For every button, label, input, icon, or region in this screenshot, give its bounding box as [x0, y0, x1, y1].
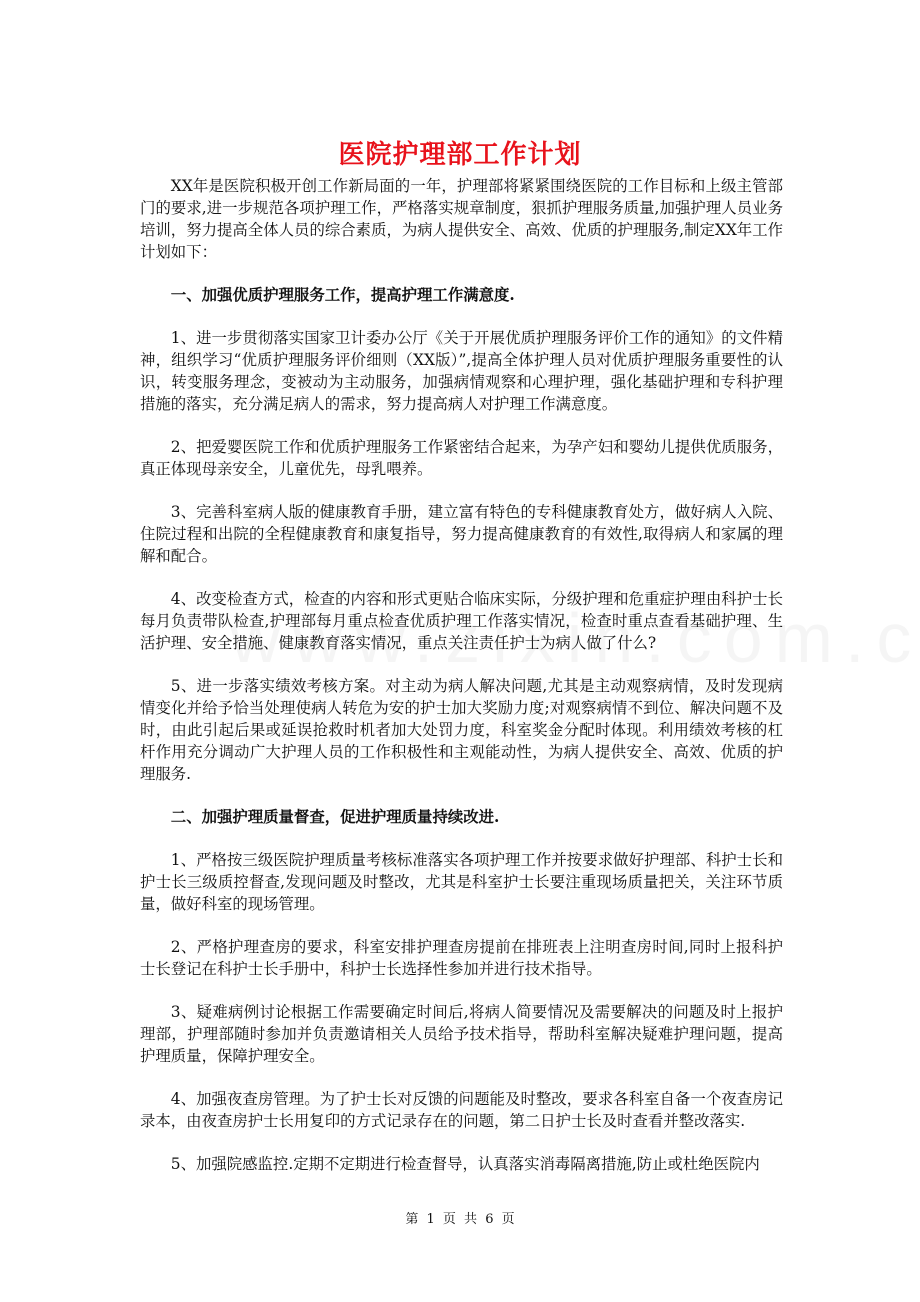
- paragraph: 2、把爱婴医院工作和优质护理服务工作紧密结合起来，为孕产妇和婴幼儿提供优质服务，真正体现母亲安全，儿童优先，母乳喂养。: [140, 438, 783, 478]
- section-heading-2: 二、加强护理质量督查，促进护理质量持续改进.: [170, 808, 500, 826]
- paragraph: 5、加强院感监控.定期不定期进行检查督导，认真落实消毒隔离措施,防止或杜绝医院内: [170, 1155, 760, 1173]
- paragraph: 2、严格护理查房的要求，科室安排护理查房提前在排班表上注明查房时间,同时上报科护士长登记在科护士长手册中，科护士长选择性参加并进行技术指导。: [140, 938, 783, 978]
- page-number-footer: 第 1 页 共 6 页: [405, 1212, 515, 1227]
- paragraph: 4、改变检查方式，检查的内容和形式更贴合临床实际，分级护理和危重症护理由科护士长每月负责带队检查,护理部每月重点检查优质护理工作落实情况，检查时重点查看基础护理、生活护理、安全措施、健康教育落实情况，重点关注责任护士为病人做了什么?: [140, 590, 783, 652]
- paragraph: 1、严格按三级医院护理质量考核标准落实各项护理工作并按要求做好护理部、科护士长和护士长三级质控督查,发现问题及时整改，尤其是科室护士长要注重现场质量把关，关注环节质量，做好科室的现场管理。: [140, 851, 783, 913]
- section-heading-1: 一、加强优质护理服务工作，提高护理工作满意度.: [170, 286, 515, 304]
- intro-paragraph: XX年是医院积极开创工作新局面的一年，护理部将紧紧围绕医院的工作目标和上级主管部门的要求,进一步规范各项护理工作，严格落实规章制度，狠抓护理服务质量,加强护理人员业务培训，努力提高全体人员的综合素质，为病人提供安全、高效、优质的护理服务,制定XX年工作计划如下：: [140, 177, 783, 261]
- paragraph: 5、进一步落实绩效考核方案。对主动为病人解决问题,尤其是主动观察病情，及时发现病情变化并给予恰当处理使病人转危为安的护士加大奖励力度;对观察病情不到位、解决问题不及时，由此引起后果或延误抢救时机者加大处罚力度，科室奖金分配时体现。利用绩效考核的杠杆作用充分调动广大护理人员的工作积极性和主观能动性，为病人提供安全、高效、优质的护理服务.: [140, 677, 783, 783]
- paragraph: 4、加强夜查房管理。为了护士长对反馈的问题能及时整改，要求各科室自备一个夜查房记录本，由夜查房护士长用复印的方式记录存在的问题，第二日护士长及时查看并整改落实.: [140, 1090, 783, 1130]
- document-body: [140, 175, 783, 1196]
- paragraph: 1、进一步贯彻落实国家卫计委办公厅《关于开展优质护理服务评价工作的通知》的文件精神，组织学习“优质护理服务评价细则（XX版）”,提高全体护理人员对优质护理服务重要性的认识，转变服务理念，变被动为主动服务，加强病情观察和心理护理，强化基础护理和专科护理措施的落实，充分满足病人的需求，努力提高病人对护理工作满意度。: [140, 329, 783, 413]
- document-title: 医院护理部工作计划: [338, 140, 582, 170]
- paragraph: 3、疑难病例讨论根据工作需要确定时间后,将病人简要情况及需要解决的问题及时上报护理部，护理部随时参加并负责邀请相关人员给予技术指导，帮助科室解决疑难护理问题，提高护理质量，保障护理安全。: [140, 1003, 783, 1065]
- paragraph: 3、完善科室病人版的健康教育手册，建立富有特色的专科健康教育处方，做好病人入院、住院过程和出院的全程健康教育和康复指导，努力提高健康教育的有效性,取得病人和家属的理解和配合。: [140, 503, 783, 565]
